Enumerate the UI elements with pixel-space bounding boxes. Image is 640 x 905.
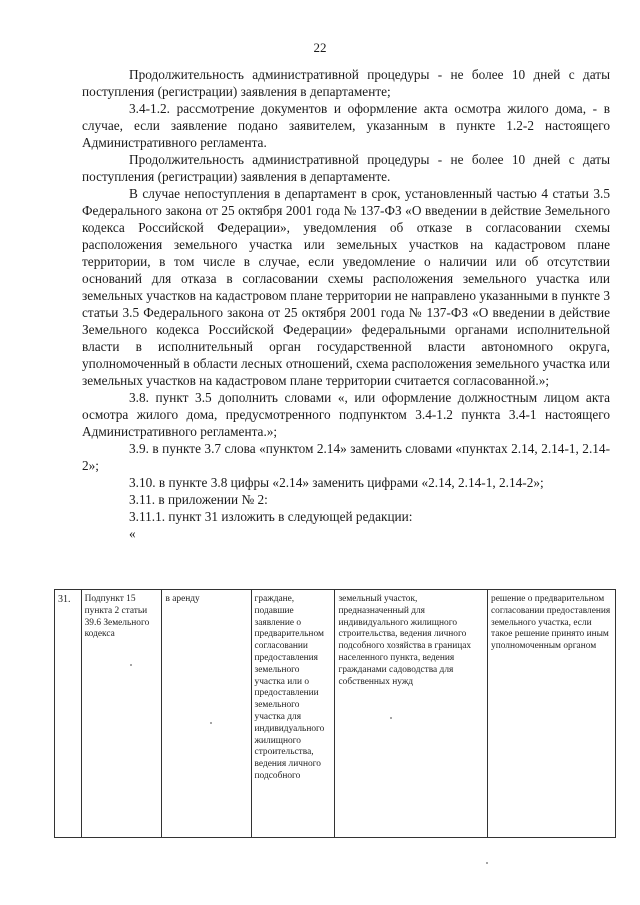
opening-quote: «	[129, 526, 136, 541]
paragraph: 3.4-1.2. рассмотрение документов и оформление акта осмотра жилого дома, - в случае, если заявление подано заявителем, указанным в пункте 1.2-2 настоящего Административного регламента.	[82, 101, 610, 150]
decision-cell: решение о предварительном согласовании предоставления земельного участка, если такое решение принято иным уполномоченным органом	[488, 590, 616, 838]
page-number: 22	[313, 40, 327, 55]
paragraph: 3.9. в пункте 3.7 слова «пунктом 2.14» заменить словами «пунктах 2.14, 2.14-1, 2.14-2»;	[82, 441, 610, 473]
paragraph: В случае непоступления в департамент в срок, установленный частью 4 статьи 3.5 Федерального закона от 25 октября 2001 года № 137-ФЗ «О введении в действие Земельного кодекса Российской Федерации», уведомления об отказе в согласовании схемы расположения земельного участка или земельных участков на кадастровом плане территории, в том числе в случае, если уведомление о наличии или об отсутствии оснований для отказа в согласовании схемы расположения земельного участка или земельных участков на кадастровом плане территории не направлено указанными в пункте 3 статьи 3.5 Федерального закона от 25 октября 2001 года № 137-ФЗ «О введении в действие Земельного кодекса Российской Федерации» федеральными органами исполнительной власти в исполнительный орган государственной власти автономного округа, уполномоченный в области лесных отношений, схема расположения земельного участка или земельных участков на кадастровом плане территории считается согласованной.»;	[82, 186, 610, 388]
applicant-cell: граждане, подавшие заявление о предварительном согласовании предоставления земельного участка или о предоставлении земельного участка для индивидуального жилищного строительства, ведения личного подсобного	[251, 590, 335, 838]
paragraph: 3.11.1. пункт 31 изложить в следующей редакции:	[129, 509, 413, 524]
paragraph: Продолжительность административной процедуры - не более 10 дней с даты поступления (регистрации) заявления в департаменте;	[82, 67, 610, 99]
provision-type-cell: в аренду	[162, 590, 251, 838]
land-plot-cell: земельный участок, предназначенный для индивидуального жилищного строительства, ведения личного подсобного хозяйства в границах населенного пункта, ведения гражданами садоводства для собственных нужд	[335, 590, 488, 838]
scan-speck	[210, 722, 212, 724]
scan-speck	[130, 664, 132, 666]
paragraph: 3.8. пункт 3.5 дополнить словами «, или оформление должностным лицом акта осмотра жилого дома, предусмотренного подпунктом 3.4-1.2 пункта 3.4-1 настоящего Административного регламента.»;	[82, 390, 610, 439]
scan-speck	[486, 862, 488, 864]
paragraph: 3.11. в приложении № 2:	[129, 492, 268, 507]
row-number: 31.	[55, 590, 82, 838]
paragraph: 3.10. в пункте 3.8 цифры «2.14» заменить цифрами «2.14, 2.14-1, 2.14-2»;	[129, 475, 544, 490]
scan-speck	[390, 717, 392, 719]
table-row	[55, 590, 616, 838]
paragraph: Продолжительность административной процедуры - не более 10 дней с даты поступления (регистрации) заявления в департаменте.	[82, 152, 610, 184]
appendix-table	[54, 589, 616, 838]
legal-basis-cell: Подпункт 15 пункта 2 статьи 39.6 Земельного кодекса	[81, 590, 162, 838]
document-body	[82, 66, 610, 542]
